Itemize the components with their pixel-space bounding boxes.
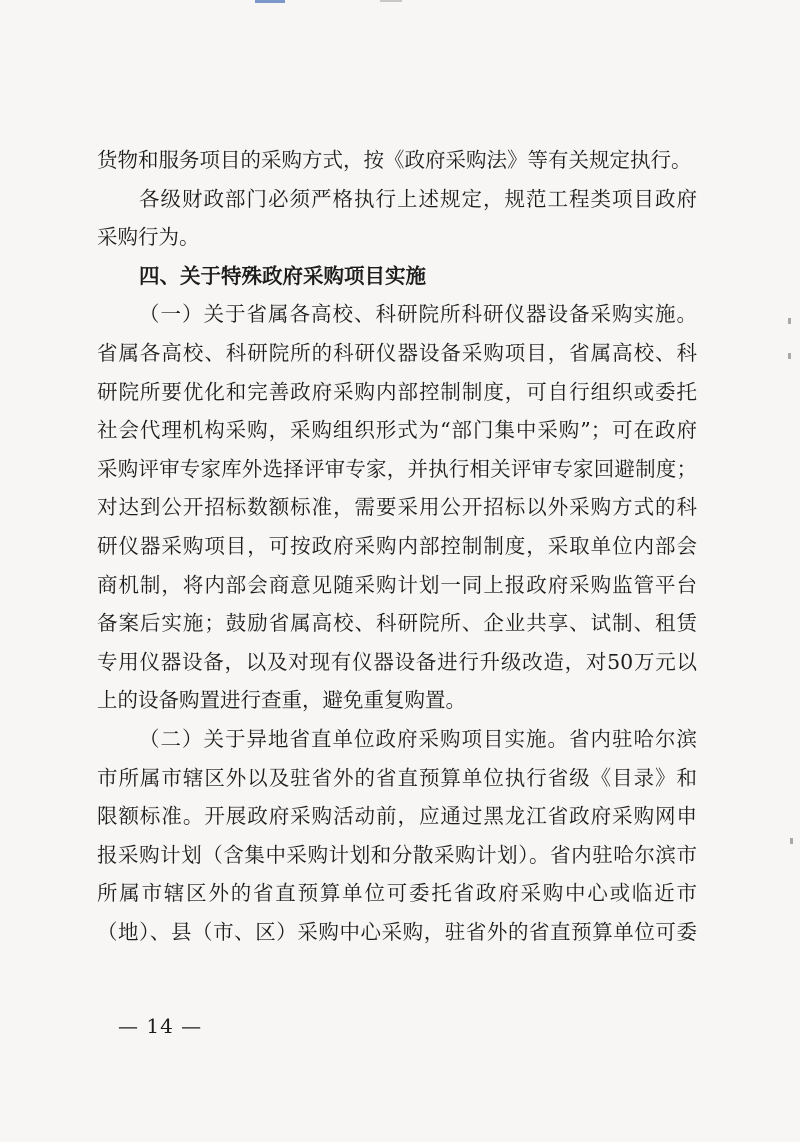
- paragraph-line: 商机制，将内部会商意见随采购计划一同上报政府采购监管平台: [97, 572, 697, 597]
- paragraph-line: 社会代理机构采购，采购组织形式为“部门集中采购”；可在政府: [97, 418, 697, 443]
- paragraph-line: 对达到公开招标数额标准，需要采用公开招标以外采购方式的科: [97, 495, 697, 520]
- body-text: [97, 150, 697, 942]
- paragraph-line: 上的设备购置进行查重，避免重复购置。: [97, 688, 466, 713]
- paragraph-line: （地）、县（市、区）采购中心采购，驻省外的省直预算单位可委: [97, 919, 697, 944]
- scan-artifact: [788, 353, 791, 359]
- paragraph-line: 研仪器采购项目，可按政府采购内部控制制度，采取单位内部会: [97, 533, 697, 558]
- paragraph-line: 专用仪器设备，以及对现有仪器设备进行升级改造，对50万元以: [97, 649, 697, 674]
- section-heading: 四、关于特殊政府采购项目实施: [139, 263, 426, 288]
- paragraph-line: 所属市辖区外的省直预算单位可委托省政府采购中心或临近市: [97, 881, 697, 906]
- paragraph-line: 货物和服务项目的采购方式，按《政府采购法》等有关规定执行。: [97, 148, 692, 172]
- scan-artifact: [790, 838, 793, 844]
- paragraph-line: 市所属市辖区外以及驻省外的省直预算单位执行省级《目录》和: [97, 765, 697, 790]
- paragraph-line: 各级财政部门必须严格执行上述规定，规范工程类项目政府: [139, 186, 697, 211]
- paragraph-line: 备案后实施；鼓励省属高校、科研院所、企业共享、试制、租赁: [97, 611, 697, 636]
- paragraph-line: 研院所要优化和完善政府采购内部控制制度，可自行组织或委托: [97, 379, 697, 404]
- paragraph-line: 采购行为。: [97, 225, 200, 250]
- scan-artifact: [255, 0, 285, 3]
- page-number: — 14 —: [118, 1014, 203, 1038]
- scan-artifact: [380, 0, 402, 2]
- paragraph-line: 限额标准。开展政府采购活动前，应通过黑龙江省政府采购网申: [97, 804, 697, 829]
- scan-artifact: [788, 318, 791, 324]
- paragraph-line: （二）关于异地省直单位政府采购项目实施。省内驻哈尔滨: [139, 726, 697, 751]
- paragraph-line: 采购评审专家库外选择评审专家，并执行相关评审专家回避制度；: [97, 456, 697, 481]
- paragraph-line: 省属各高校、科研院所的科研仪器设备采购项目，省属高校、科: [97, 340, 697, 365]
- paragraph-line: （一）关于省属各高校、科研院所科研仪器设备采购实施。: [139, 302, 697, 327]
- paragraph-line: 报采购计划（含集中采购计划和分散采购计划）。省内驻哈尔滨市: [97, 842, 697, 867]
